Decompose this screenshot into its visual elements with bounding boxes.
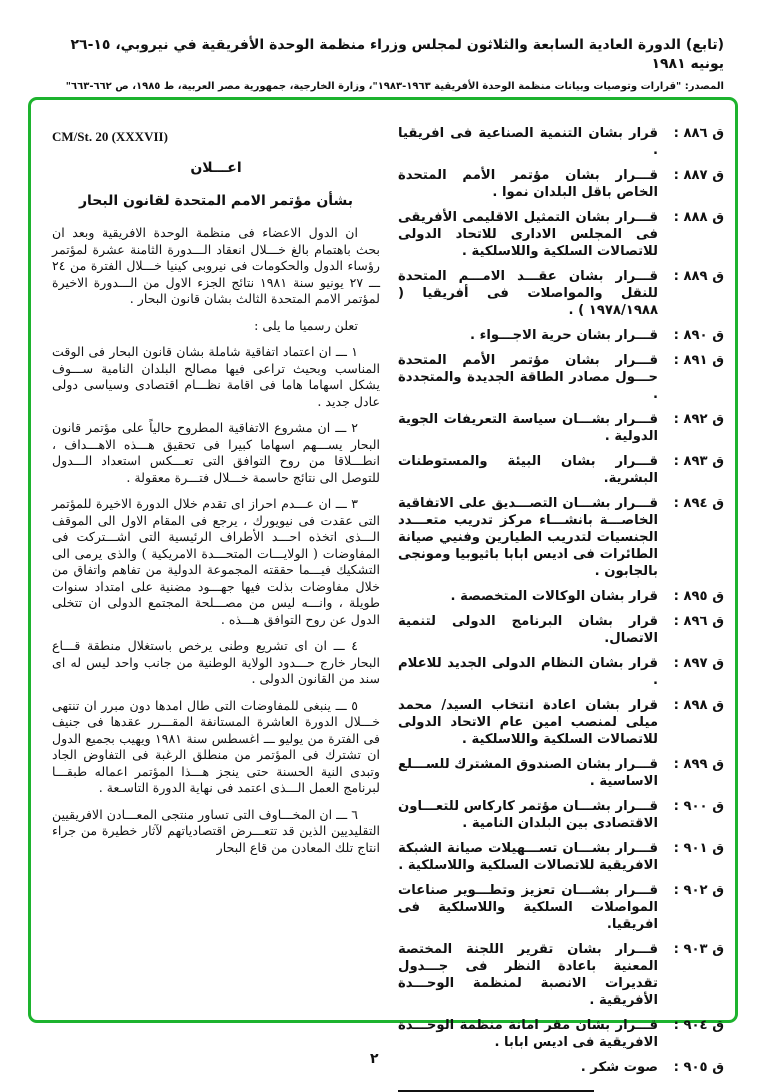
- resolution-item: [398, 1017, 724, 1051]
- resolution-item: [398, 840, 724, 874]
- resolution-number: ق ٩٠٣ :: [673, 942, 724, 957]
- resolution-number: ق ٨٨٧ :: [673, 168, 724, 183]
- resolution-text: قرار بشان اعادة انتخاب السيد/ محمد ميلى لمنصب امين عام الاتحاد الدولى للاتصالات السلكية واللاسلكية .: [398, 698, 658, 747]
- resolution-number: ق ٨٩٧ :: [673, 656, 724, 671]
- resolution-text: قـــرار بشان مؤتمر الأمم المتحدة حـــول مصادر الطاقة الجديدة والمتجددة .: [398, 353, 658, 402]
- page-header-title: (تابع) الدورة العادية السابعة والثلاثون لمجلس وزراء منظمة الوحدة الأفريقية في نيروبي، ١٥-٢٦ يونيه ١٩٨١: [70, 37, 724, 72]
- paragraph-text: ٢ ـــ ان مشروع الاتفاقية المطروح حالياً على مؤتمر قانون البحار يســـهم اسهاما كبيرا فى تحقيق هـــذه الاهـــداف ، انطـــلاقا من روح التوافق التى تعـــكس استعداد الـــدول للتوصل الى نتائج حاسمة خـــلال فتـــرة معقولة .: [52, 420, 380, 485]
- resolution-text: قـــرار بشان الصندوق المشترك للســـلع الاساسية .: [398, 757, 658, 789]
- paragraph-4: [52, 638, 380, 688]
- paragraph-text: ٣ ـــ ان عـــدم احراز اى تقدم خلال الدورة الاخيرة للمؤتمر التى عقدت فى نيويورك ، يرجع فى المقام الاول الى الموقف الـــذى اتخذه احـــد الأطراف الرئيسية التى اشـــتركت فى المفاوضات ( الولايـــات المتحـــدة الامريكية ) والذى يرمى الى التشكيك فيـــما حققته المجموعة الدولية من تفاهم واتفاق من خلال مفاوضات بذلت فيها جهـــود مضنية على امتداد سنوات طويلة ، وانـــه ليس من مصـــلحة المجتمع الدولى ان تتخلى الدول عن روح التوافق هـــذه .: [52, 496, 380, 627]
- resolution-text: صوت شكر .: [580, 1060, 658, 1075]
- resolution-text: قـــرار بشـــان تســـهيلات صيانة الشبكة الافريقية للاتصالات السلكية واللاسلكية .: [398, 841, 658, 873]
- resolution-number: ق ٨٩٤ :: [673, 496, 724, 511]
- resolution-number: ق ٨٩٣ :: [673, 454, 724, 469]
- resolution-number: ق ٨٩٥ :: [673, 589, 724, 604]
- paragraph-6: [52, 807, 380, 857]
- resolution-number: ق ٨٩٦ :: [673, 614, 724, 629]
- declaration-column: [52, 128, 380, 856]
- resolution-item: [398, 453, 724, 487]
- resolution-text: قـــرار بشان عقـــد الامـــم المتحدة للنقل والمواصلات فى أفريقيا ( ١٩٧٨/١٩٨٨ ) .: [398, 269, 658, 318]
- resolution-item: [398, 167, 724, 201]
- resolution-text: قـــرار بشان مؤتمر الأمم المتحدة الخاص باقل البلدان نموا .: [398, 168, 658, 200]
- resolution-text: قـــرار بشـــان مؤتمر كاركاس للتعـــاون الاقتصادى بين البلدان النامية .: [398, 799, 658, 831]
- paragraph-5: [52, 698, 380, 797]
- resolution-item: [398, 125, 724, 159]
- resolution-text: قـــرار بشان التمثيل الاقليمى الأفريقى فى المجلس الادارى للاتحاد الدولى للاتصالات السلكية واللاسلكية .: [398, 210, 658, 259]
- resolution-number: ق ٩٠١ :: [673, 841, 724, 856]
- resolution-item: [398, 1059, 724, 1076]
- resolution-text: قـــرار بشان البيئة والمستوطنات البشرية.: [398, 454, 658, 486]
- resolution-number: ق ٨٩٨ :: [673, 698, 724, 713]
- paragraph-3: [52, 496, 380, 628]
- paragraph-text: ١ ـــ ان اعتماد اتفاقية شاملة بشان قانون البحار فى الوقت المناسب وبحيث تراعى فيها مصالح البلدان النامية ســـوف يشكل اسهاما هاما فى اقامة نظـــام اقتصادى وسياسى دولى عادل جديد .: [52, 344, 380, 409]
- resolution-number: ق ٩٠٥ :: [673, 1060, 724, 1075]
- declaration-title: اعـــلان: [190, 160, 242, 176]
- resolution-item: [398, 941, 724, 1009]
- resolutions-column: [398, 125, 724, 1092]
- resolution-text: قـــرار بشـــان سياسة التعريفات الجوية الدولية .: [398, 412, 658, 444]
- resolution-number: ق ٩٠٤ :: [673, 1018, 724, 1033]
- resolution-text: قـــرار بشـــان تعزيز وتطـــوير صناعات المواصلات السلكية واللاسلكية فى افريقيا.: [398, 883, 658, 932]
- resolution-item: [398, 882, 724, 933]
- resolution-item: [398, 327, 724, 344]
- paragraph-2: [52, 420, 380, 486]
- resolution-number: ق ٨٨٩ :: [673, 269, 724, 284]
- resolution-item: [398, 798, 724, 832]
- declares-text: تعلن رسميا ما يلى :: [254, 317, 358, 333]
- resolution-text: قرار بشان التنمية الصناعية فى افريقيا .: [398, 126, 658, 158]
- source-citation: المصدر: "قرارات وتوصيات وبيانات منظمة الوحدة الأفريقية ١٩٦٣-١٩٨٣"، وزارة الخارجية، جمهورية مصر العربية، ط ١٩٨٥، ص ٦٦٢-٦٦٣": [65, 81, 724, 92]
- resolution-text: قرار بشان النظام الدولى الجديد للاعلام .: [398, 656, 658, 688]
- resolution-item: [398, 613, 724, 647]
- resolution-text: قرار بشان الوكالات المتخصصة .: [450, 589, 658, 604]
- document-code: CM/St. 20 (XXXVII): [52, 129, 168, 144]
- resolution-item: [398, 588, 724, 605]
- resolution-number: ق ٩٠٢ :: [673, 883, 724, 898]
- intro-paragraph: [52, 225, 380, 308]
- resolution-number: ق ٨٨٨ :: [673, 210, 724, 225]
- declaration-subtitle: بشأن مؤتمر الامم المتحدة لقانون البحار: [78, 193, 354, 209]
- resolution-text: قرار بشان البرنامج الدولى لتنمية الاتصال.: [398, 614, 658, 646]
- resolution-item: [398, 495, 724, 580]
- resolution-number: ق ٨٩٢ :: [673, 412, 724, 427]
- resolutions-list: [398, 125, 724, 1076]
- resolution-number: ق ٨٩٠ :: [673, 328, 724, 343]
- resolution-number: ق ٨٩١ :: [673, 353, 724, 368]
- page-header: [36, 36, 724, 94]
- resolution-text: قـــرار بشان مقر امانة منظمة الوحـــدة الافريقية فى اديس ابابا .: [398, 1018, 658, 1050]
- page-number: ٢: [370, 1051, 379, 1067]
- resolution-text: قـــرار بشان تقرير اللجنة المختصة المعنية باعادة النظر فى جـــدول تقديرات الانصبة لمنظمة الوحـــدة الأفريقية .: [398, 942, 658, 1008]
- resolution-item: [398, 655, 724, 689]
- intro-text: ان الدول الاعضاء فى منظمة الوحدة الافريقية وبعد ان بحث باهتمام بالغ خـــلال انعقاد الـــدورة الثامنة عشرة لمؤتمر رؤساء الدول والحكومات فى نيروبى كينيا خـــلال الفترة من ٢٤ ـــ ٢٧ يونيو سنة ١٩٨١ نتائج الجزء الاول من الـــدورة الاخيرة لمؤتمر الامم المتحدة الثالث بشان قانون البحار .: [52, 225, 381, 306]
- resolution-text: قـــرار بشان حرية الاجـــواء .: [470, 328, 658, 343]
- resolution-item: [398, 209, 724, 260]
- paragraph-1: [52, 344, 380, 410]
- declares-line: [52, 318, 380, 335]
- resolution-item: [398, 697, 724, 748]
- resolution-number: ق ٨٨٦ :: [673, 126, 724, 141]
- paragraph-text: ٥ ـــ ينبغى للمفاوضات التى طال امدها دون مبرر ان تنتهى خـــلال الدورة العاشرة المستانفة المقـــرر عقدها فى جنيف فى الفترة من يوليو ـــ اغسطس سنة ١٩٨١ ويهيب بجميع الدول ان تشترك فى المؤتمر من منطلق الرغبة فى التفاوض الجاد وتبدى النية الحسنة حتى ينجز هـــذا المؤتمر اعماله طبقـــا لبرنامج العمل الـــذى اعتمد فى نهاية الدورة التاسـعة .: [52, 697, 380, 795]
- resolution-item: [398, 268, 724, 319]
- paragraph-text: ٦ ـــ ان المخـــاوف التى تساور منتجى المعـــادن الافريقيين التقليديين الذين قد تتعـــرض اقتصادياتهم لآثار خطيرة من جراء انتاج تلك المعادن من قاع البحار: [52, 806, 380, 855]
- resolution-text: قـــرار بشـــان التصـــديق على الاتفاقية الخاصـــة بانشـــاء مركز تدريب متعـــدد الجنسيات لتدريب الطيارين وفنيي صيانة الطائرات فى اديس ابابا باثيوبيا ومونجى بالجابون .: [398, 496, 658, 579]
- paragraph-text: ٤ ـــ ان اى تشريع وطنى يرخص باستغلال منطقة قـــاع البحار خارج حـــدود الولاية الوطنية من جانب واحد ليس له اى سند من القانون الدولى .: [52, 638, 380, 686]
- resolution-item: [398, 352, 724, 403]
- resolution-item: [398, 756, 724, 790]
- resolution-number: ق ٩٠٠ :: [673, 799, 724, 814]
- resolution-item: [398, 411, 724, 445]
- resolution-number: ق ٨٩٩ :: [673, 757, 724, 772]
